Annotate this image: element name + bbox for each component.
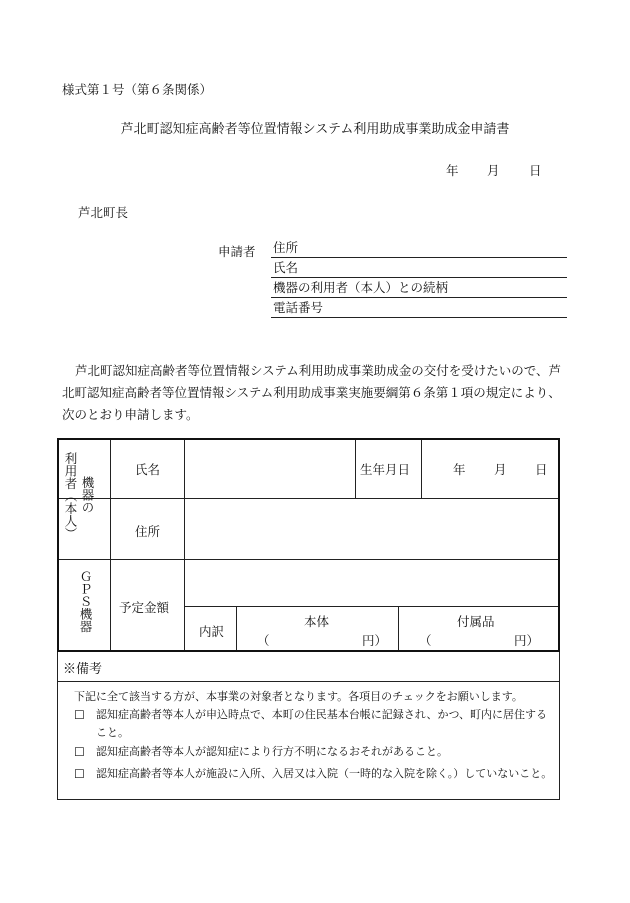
applicant-label: 申請者: [218, 244, 256, 259]
breakdown-label: 内訳: [199, 624, 225, 639]
accessory-label: 付属品: [457, 614, 495, 629]
birthdate-label: 生年月日: [360, 462, 411, 477]
applicant-name-label: 氏名: [273, 260, 299, 275]
column-divider: [398, 606, 399, 650]
row-divider: [59, 559, 558, 560]
applicant-relationship-label: 機器の利用者（本人）との続柄: [273, 280, 449, 295]
date-year-label: 年: [446, 163, 459, 178]
eligibility-text: 認知症高齢者等本人が認知症により行方不明になるおそれがあること。: [96, 745, 448, 758]
document-title: 芦北町認知症高齢者等位置情報システム利用助成事業助成金申請書: [120, 122, 510, 137]
notes-heading: ※備考: [63, 662, 103, 677]
application-table: [57, 438, 560, 652]
gps-section-label: ＧＰＳ機器: [78, 570, 93, 633]
birth-year-label: 年: [453, 462, 466, 477]
user-section-device-label: 機器の: [80, 476, 95, 514]
main-unit-label: 本体: [304, 614, 330, 629]
accessory-amount-close: 円）: [514, 633, 540, 648]
eligibility-text: 認知症高齢者等本人が施設に入所、入居又は入院（一時的な入院を除く。）していないこと。: [96, 767, 553, 780]
applicant-phone-field[interactable]: [271, 298, 567, 318]
notes-intro: 下記に全て該当する方が、本事業の対象者となります。各項目のチェックをお願いします。: [74, 690, 523, 703]
name-label: 氏名: [135, 462, 161, 477]
main-unit-amount-close: 円）: [362, 633, 388, 648]
checkbox[interactable]: ☐: [74, 708, 85, 722]
recipient: 芦北町長: [78, 205, 129, 220]
date-day-label: 日: [529, 163, 542, 178]
application-statement: 芦北町認知症高齢者等位置情報システム利用助成事業助成金の交付を受けたいので、芦北町認知症高齢者等位置情報システム利用助成事業実施要綱第６条第１項の規定により、次のとおり申請します。: [62, 363, 562, 422]
applicant-phone-label: 電話番号: [273, 300, 324, 315]
applicant-name-field[interactable]: [271, 258, 567, 278]
birthdate-input-cell[interactable]: [422, 440, 558, 498]
accessory-amount-open: （: [419, 633, 432, 648]
name-input-cell[interactable]: [185, 440, 355, 498]
applicant-relationship-field[interactable]: [271, 278, 567, 298]
form-number: 様式第１号（第６条関係）: [62, 82, 213, 97]
applicant-address-label: 住所: [273, 240, 299, 255]
notes-section: [57, 652, 560, 800]
notes-divider: [58, 681, 559, 682]
address-input-cell[interactable]: [185, 499, 558, 559]
row-divider: [184, 606, 558, 607]
checkbox[interactable]: ☐: [74, 745, 85, 759]
user-section-label: 利用者（本人）: [63, 452, 78, 540]
date-month-label: 月: [487, 163, 500, 178]
checkbox[interactable]: ☐: [74, 767, 85, 781]
eligibility-text: 認知症高齢者等本人が申込時点で、本町の住民基本台帳に記録され、かつ、町内に居住すること。: [96, 708, 547, 739]
address-label: 住所: [135, 524, 161, 539]
column-divider: [236, 606, 237, 650]
planned-amount-label: 予定金額: [119, 600, 170, 615]
column-divider: [110, 440, 111, 650]
applicant-address-field[interactable]: [271, 238, 567, 258]
birth-month-label: 月: [494, 462, 507, 477]
main-unit-amount-open: （: [257, 633, 270, 648]
column-divider: [355, 440, 356, 498]
birth-day-label: 日: [535, 462, 548, 477]
